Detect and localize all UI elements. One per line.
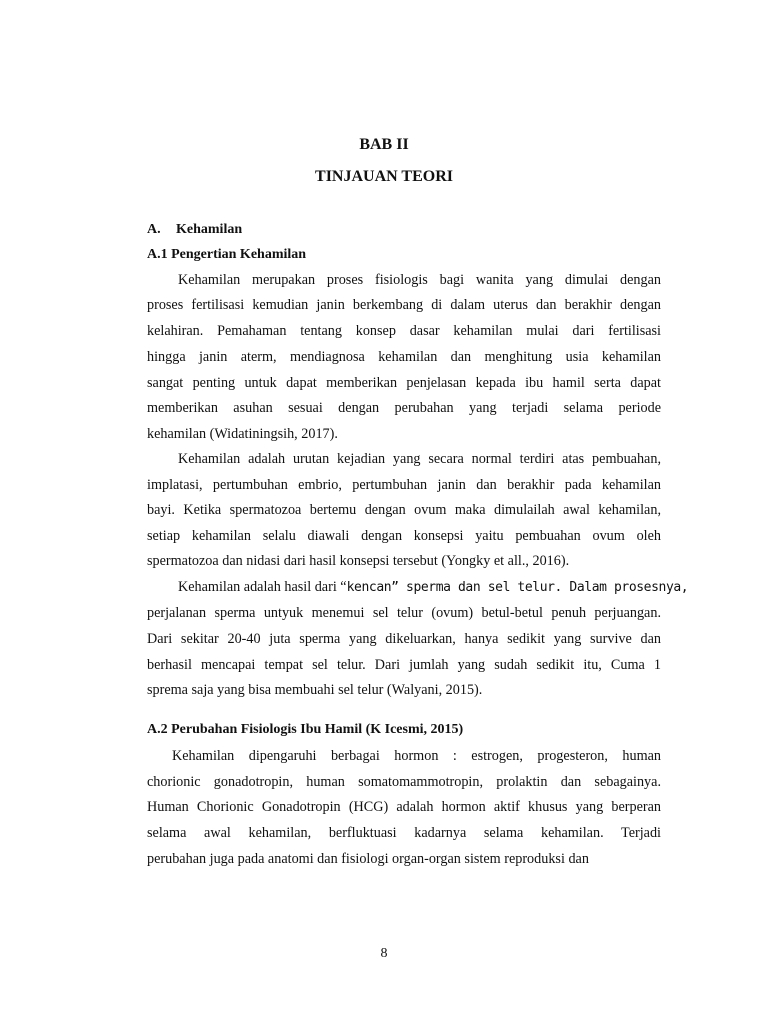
section-heading-a — [147, 222, 242, 238]
paragraph-line: implatasi, pertumbuhan embrio, pertumbuhan janin dan berakhir pada kehamilan — [147, 477, 661, 493]
paragraph-line: sangat penting untuk dapat memberikan penjelasan kepada ibu hamil serta dapat — [147, 375, 661, 391]
paragraph-line: Kehamilan merupakan proses fisiologis bagi wanita yang dimulai dengan — [178, 272, 661, 288]
paragraph-line: chorionic gonadotropin, human somatomammotropin, prolaktin dan sebagainya. — [147, 774, 661, 790]
paragraph-line: kehamilan (Widatiningsih, 2017). — [147, 426, 338, 442]
paragraph-line — [178, 578, 689, 597]
paragraph-text: Kehamilan adalah hasil dari “ — [178, 579, 347, 595]
paragraph-line: Kehamilan adalah urutan kejadian yang secara normal terdiri atas pembuahan, — [178, 451, 661, 467]
paragraph-line: perubahan juga pada anatomi dan fisiologi organ-organ sistem reproduksi dan — [147, 851, 589, 867]
paragraph-line: memberikan asuhan sesuai dengan perubahan yang terjadi selama periode — [147, 400, 661, 416]
paragraph-line: kelahiran. Pemahaman tentang konsep dasar kehamilan mulai dari fertilisasi — [147, 323, 661, 339]
section-number: A. — [147, 222, 161, 237]
paragraph-line: berhasil mencapai tempat sel telur. Dari jumlah yang sudah sedikit itu, Cuma 1 — [147, 657, 661, 673]
paragraph-line: setiap kehamilan selalu diawali dengan konsepsi yaitu pembuahan ovum oleh — [147, 528, 661, 544]
paragraph-line: Human Chorionic Gonadotropin (HCG) adalah hormon aktif khusus yang berperan — [147, 799, 661, 815]
paragraph-line: spermatozoa dan nidasi dari hasil konsepsi tersebut (Yongky et all., 2016). — [147, 553, 570, 569]
paragraph-line: perjalanan sperma untyuk menemui sel telur (ovum) betul-betul penuh perjuangan. — [147, 605, 661, 621]
paragraph-line: proses fertilisasi kemudian janin berkembang di dalam uterus dan berakhir dengan — [147, 297, 661, 313]
paragraph-line: Kehamilan dipengaruhi berbagai hormon : estrogen, progesteron, human — [172, 748, 661, 764]
subsection-heading-a1: A.1 Pengertian Kehamilan — [147, 247, 307, 262]
subsection-heading-a2: A.2 Perubahan Fisiologis Ibu Hamil (K Icesmi, 2015) — [147, 722, 464, 737]
section-label: Kehamilan — [176, 222, 243, 237]
paragraph-line: bayi. Ketika spermatozoa bertemu dengan ovum maka dimulailah awal kehamilan, — [147, 502, 661, 518]
paragraph-line: Dari sekitar 20-40 juta sperma yang dikeluarkan, hanya sedikit yang survive dan — [147, 631, 661, 647]
chapter-heading: BAB II — [359, 136, 409, 153]
paragraph-line: selama awal kehamilan, berfluktuasi kadarnya selama kehamilan. Terjadi — [147, 825, 661, 841]
page-number: 8 — [380, 946, 388, 961]
paragraph-line: hingga janin aterm, mendiagnosa kehamilan dan menghitung usia kehamilan — [147, 349, 661, 365]
chapter-title: TINJAUAN TEORI — [315, 168, 453, 185]
paragraph-text-alt-font: kencan” sperma dan sel telur. Dalam prosesnya, — [346, 580, 689, 595]
paragraph-line: sprema saja yang bisa membuahi sel telur (Walyani, 2015). — [147, 682, 483, 698]
